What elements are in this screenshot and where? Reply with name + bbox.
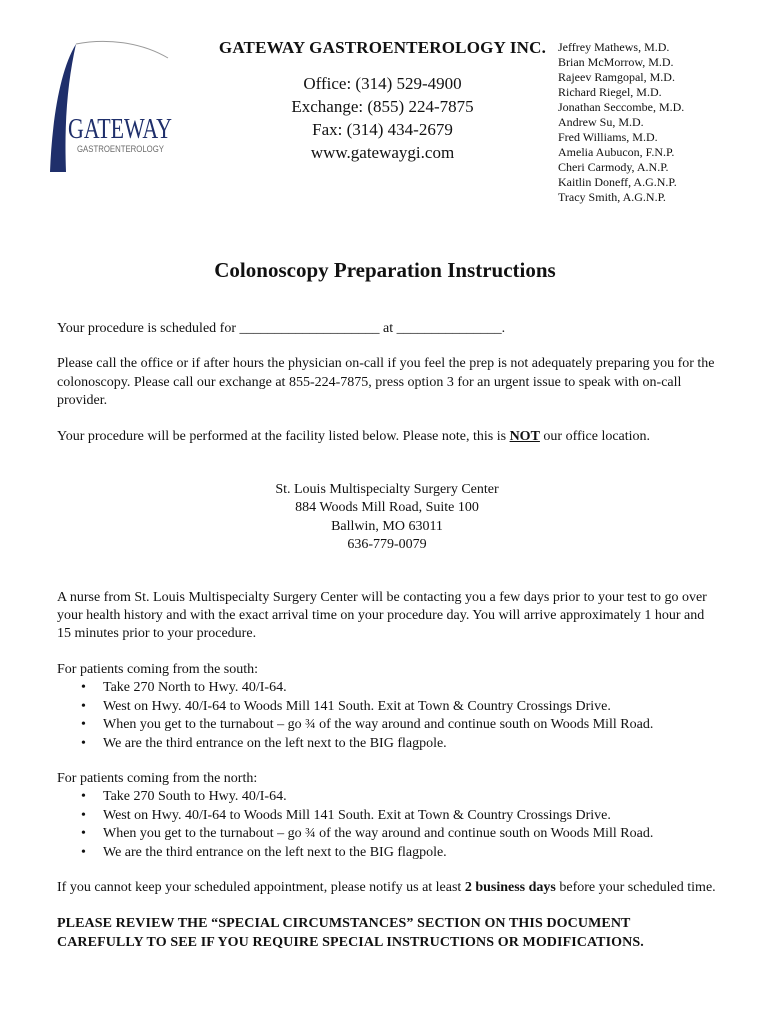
business-days-emphasis: 2 business days [464, 879, 556, 895]
physician-name: Fred Williams, M.D. [558, 130, 658, 144]
exchange-phone: Exchange: (855) 224-7875 [291, 97, 474, 116]
call-paragraph: Please call the office or if after hours the physician on-call if you feel the prep is not adequately preparing you for the colonoscopy. Please call our exchange at 855-224-7875, press option 3 for an urgent issue to speak with on-call provider. [57, 356, 715, 409]
physician-name: Cheri Carmody, A.N.P. [558, 160, 669, 174]
facility-city: Ballwin, MO 63011 [331, 518, 443, 534]
cancel-note-before: If you cannot keep your scheduled appointment, please notify us at least [57, 879, 465, 895]
physician-name: Jonathan Seccombe, M.D. [558, 100, 685, 114]
list-item: • We are the third entrance on the left next to the BIG flagpole. [103, 735, 717, 753]
logo-arch-swoosh [50, 44, 76, 172]
fax-number: Fax: (314) 434-2679 [312, 120, 453, 139]
physician-name: Rajeev Ramgopal, M.D. [558, 70, 675, 84]
document-title: Colonoscopy Preparation Instructions [214, 258, 556, 282]
logo-arch-line [76, 41, 168, 58]
facility-note [57, 428, 717, 446]
cancel-note [57, 879, 717, 897]
website-link[interactable]: www.gatewaygi.com [310, 143, 455, 162]
list-item: • West on Hwy. 40/I-64 to Woods Mill 141 South. Exit at Town & Country Crossings Drive. [103, 698, 717, 716]
office-phone: Office: (314) 529-4900 [303, 74, 462, 93]
list-item: • When you get to the turnabout – go ¾ of the way around and continue south on Woods Mill Road. [103, 825, 717, 843]
physician-list [558, 40, 758, 205]
physician-name: Andrew Su, M.D. [558, 115, 644, 129]
nurse-paragraph: A nurse from St. Louis Multispecialty Surgery Center will be contacting you a few days prior to your test to go over your health history and with the exact arrival time on your procedure day. You will arrive approximately 1 hour and 15 minutes prior to your procedure. [57, 589, 707, 642]
list-item: • When you get to the turnabout – go ¾ of the way around and continue south on Woods Mill Road. [103, 716, 717, 734]
company-name: GATEWAY GASTROENTEROLOGY INC. [218, 38, 547, 57]
list-item: • We are the third entrance on the left next to the BIG flagpole. [103, 844, 717, 862]
list-item: • West on Hwy. 40/I-64 to Woods Mill 141 South. Exit at Town & Country Crossings Drive. [103, 807, 717, 825]
facility-note-after: our office location. [539, 428, 651, 444]
facility-street: 884 Woods Mill Road, Suite 100 [295, 500, 479, 516]
header-contact-block [185, 38, 580, 164]
review-notice: PLEASE REVIEW THE “SPECIAL CIRCUMSTANCES” SECTION ON THIS DOCUMENT CAREFULLY TO SEE IF YOU REQUIRE SPECIAL INSTRUCTIONS OR MODIFICATIONS. [57, 916, 644, 951]
facility-name: St. Louis Multispecialty Surgery Center [275, 482, 499, 498]
south-heading: For patients coming from the south: [57, 661, 259, 677]
facility-note-before: Your procedure will be performed at the facility listed below. Please note, this is [57, 428, 510, 444]
physician-name: Jeffrey Mathews, M.D. [558, 40, 670, 54]
document-body [57, 320, 717, 952]
not-emphasis: NOT [509, 428, 540, 444]
scheduled-line: Your procedure is scheduled for ____________________ at _______________. [57, 321, 506, 336]
north-directions [57, 788, 717, 862]
physician-name: Kaitlin Doneff, A.G.N.P. [558, 175, 677, 189]
facility-address [57, 481, 717, 555]
physician-name: Richard Riegel, M.D. [558, 85, 662, 99]
list-item: • Take 270 South to Hwy. 40/I-64. [103, 788, 717, 806]
cancel-note-after: before your scheduled time. [555, 879, 716, 895]
gateway-logo [46, 40, 181, 175]
north-heading: For patients coming from the north: [57, 770, 258, 786]
logo-word: GATEWAY [68, 114, 172, 145]
list-item: • Take 270 North to Hwy. 40/I-64. [103, 679, 717, 697]
physician-name: Amelia Aubucon, F.N.P. [558, 145, 675, 159]
physician-name: Brian McMorrow, M.D. [558, 55, 674, 69]
logo-subtitle: GASTROENTEROLOGY [77, 144, 165, 155]
facility-phone: 636-779-0079 [347, 537, 427, 553]
physician-name: Tracy Smith, A.G.N.P. [558, 190, 666, 204]
south-directions [57, 679, 717, 753]
